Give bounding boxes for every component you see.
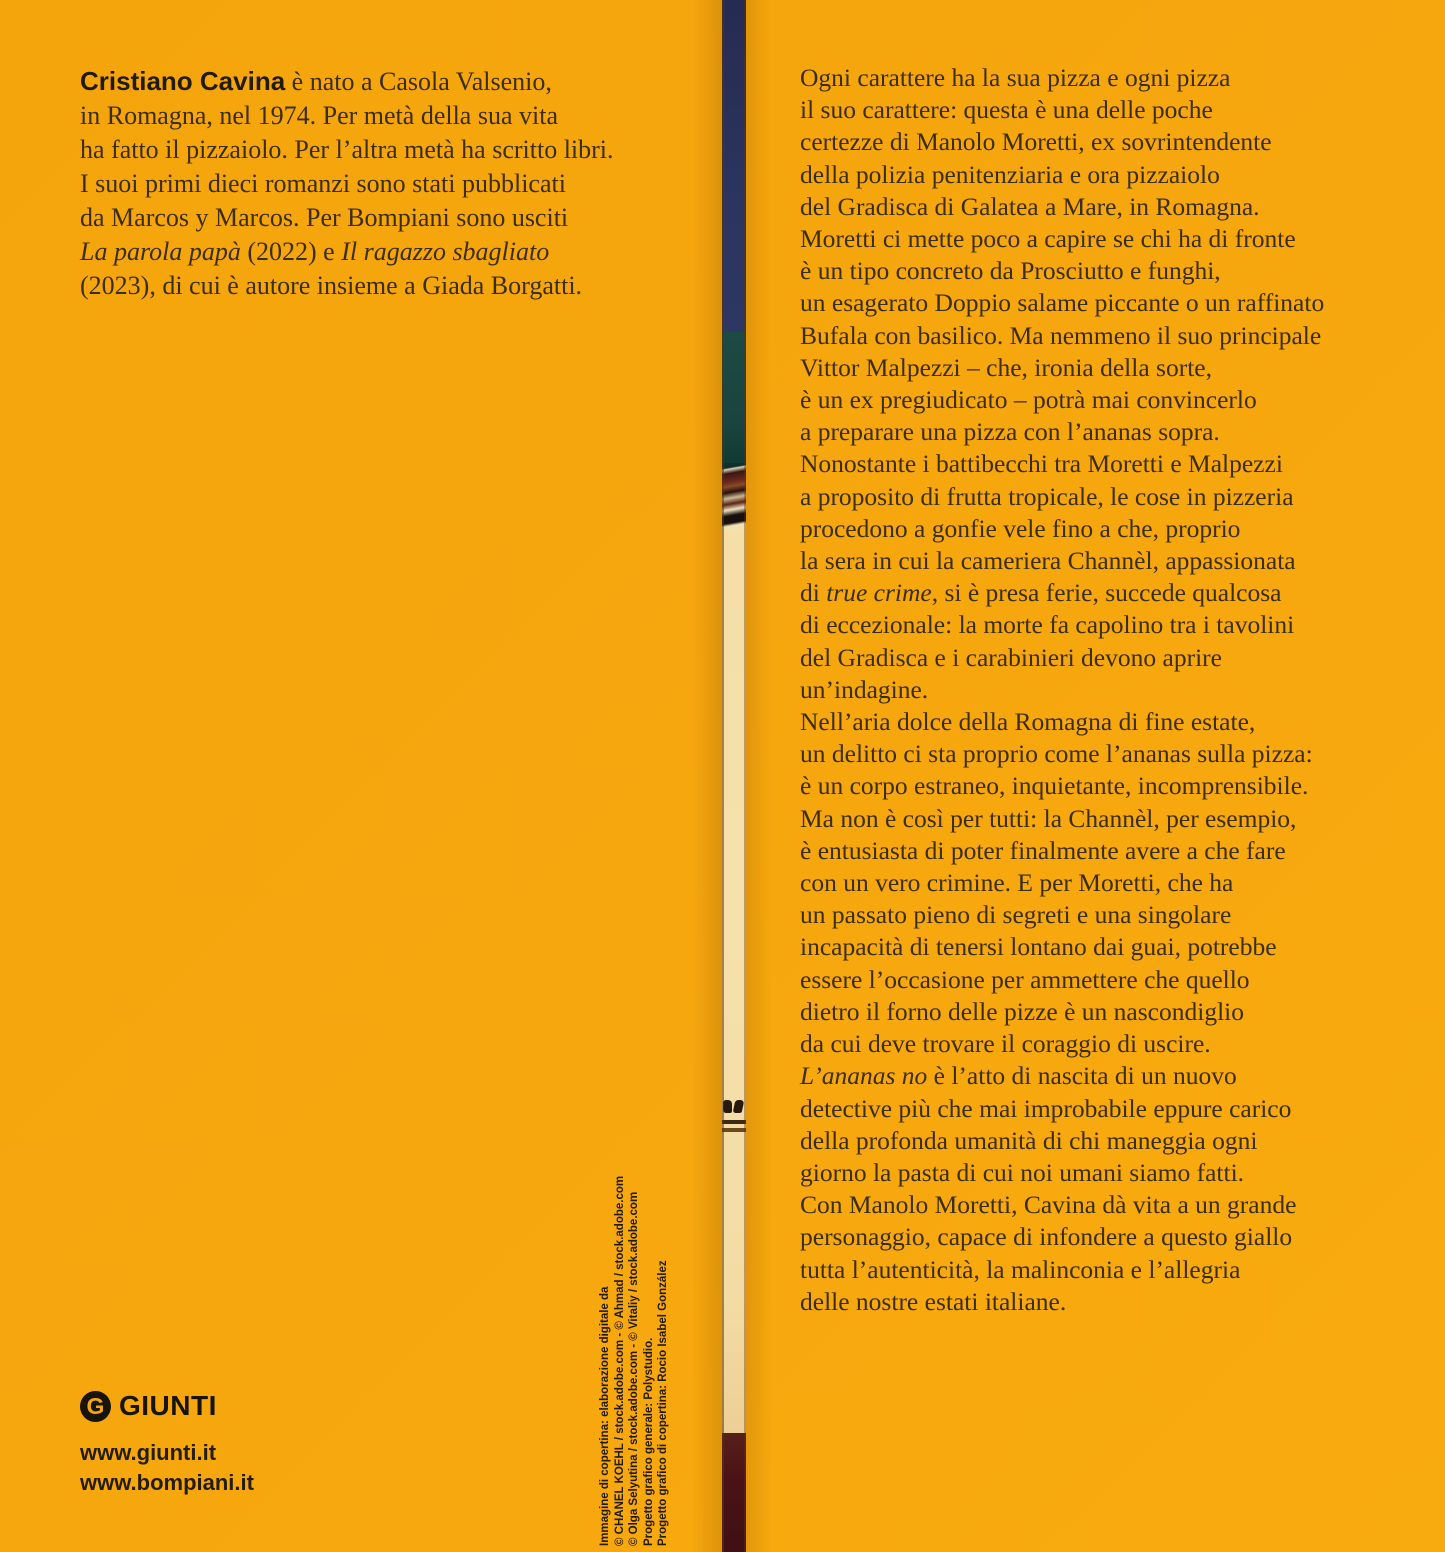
text-line: certezze di Manolo Moretti, ex sovrintendente <box>800 127 1272 157</box>
text-line: è entusiasta di poter finalmente avere a che fare <box>800 835 1286 865</box>
text-line: il suo carattere: questa è una delle poche <box>800 95 1213 125</box>
text-line: © CHANEL KOEHL / stock.adobe.com - © Ahmad / stock.adobe.com <box>613 1175 626 1546</box>
text-line: del Gradisca di Galatea a Mare, in Romagna. <box>800 191 1260 221</box>
text-line: Con Manolo Moretti, Cavina dà vita a un grande <box>800 1190 1297 1220</box>
text-line: è un ex pregiudicato – potrà mai convincerlo <box>800 385 1257 415</box>
text-line: della profonda umanità di chi maneggia ogni <box>800 1125 1258 1155</box>
book-synopsis <box>800 62 1430 1318</box>
text-line: ha fatto il pizzaiolo. Per l’altra metà ha scritto libri. <box>80 135 614 164</box>
text-line: da cui deve trovare il coraggio di uscire. <box>800 1029 1211 1059</box>
giunti-logo <box>80 1390 254 1422</box>
text-line: Nell’aria dolce della Romagna di fine estate, <box>800 707 1256 737</box>
text-line: in Romagna, nel 1974. Per metà della sua vita <box>80 101 558 130</box>
text-line: L’ananas no è l’atto di nascita di un nuovo <box>800 1061 1237 1091</box>
text-line: Immagine di copertina: elaborazione digitale da <box>599 1286 611 1546</box>
text-line: www.bompiani.it <box>80 1470 254 1495</box>
text-line: di true crime, si è presa ferie, succede qualcosa <box>800 578 1282 608</box>
text-line: www.giunti.it <box>80 1440 217 1465</box>
giunti-g-icon: G <box>80 1391 111 1422</box>
text-line: della polizia penitenziaria e ora pizzaiolo <box>800 159 1220 189</box>
text-line: dietro il forno delle pizze è un nascondiglio <box>800 996 1244 1026</box>
fold-shadow-left <box>692 0 722 1552</box>
text-line: I suoi primi dieci romanzi sono stati pubblicati <box>80 169 566 198</box>
text-line: detective più che mai improbabile eppure carico <box>800 1093 1292 1123</box>
text-line: Progetto grafico di copertina: Rocio Isabel González <box>657 1260 669 1546</box>
text-line: del Gradisca e i carabinieri devono aprire <box>800 642 1222 672</box>
text-line: un delitto ci sta proprio come l’ananas sulla pizza: <box>800 739 1313 769</box>
text-line: è un tipo concreto da Prosciutto e funghi, <box>800 256 1221 286</box>
author-bio <box>80 64 700 303</box>
text-line: Moretti ci mette poco a capire se chi ha di fronte <box>800 224 1296 254</box>
text-line: incapacità di tenersi lontano dai guai, potrebbe <box>800 932 1277 962</box>
strip-fold-edges <box>722 0 746 1552</box>
text-line: (2023), di cui è autore insieme a Giada Borgatti. <box>80 271 583 300</box>
text-line: procedono a gonfie vele fino a che, proprio <box>800 513 1241 543</box>
text-line: la sera in cui la cameriera Channèl, appassionata <box>800 546 1296 576</box>
text-line: un passato pieno di segreti e una singolare <box>800 900 1232 930</box>
cover-fold-strip <box>722 0 746 1552</box>
text-line: © Olga Selyutina / stock.adobe.com - © Vitaliy / stock.adobe.com <box>628 1191 640 1546</box>
text-line: Cristiano Cavina è nato a Casola Valsenio, <box>80 66 552 96</box>
text-line: essere l’occasione per ammettere che quello <box>800 964 1250 994</box>
text-line: giorno la pasta di cui noi umani siamo fatti. <box>800 1157 1245 1187</box>
text-line: La parola papà (2022) e Il ragazzo sbagliato <box>80 237 550 266</box>
publisher-block <box>80 1390 254 1498</box>
text-line: è un corpo estraneo, inquietante, incomprensibile. <box>800 771 1309 801</box>
text-line: personaggio, capace di infondere a questo giallo <box>800 1222 1293 1252</box>
text-line: tutta l’autenticità, la malinconia e l’allegria <box>800 1254 1241 1284</box>
text-line: un’indagine. <box>800 674 929 704</box>
text-line: Vittor Malpezzi – che, ironia della sorte, <box>800 352 1212 382</box>
cover-credits <box>598 1112 688 1546</box>
text-line: Ogni carattere ha la sua pizza e ogni pizza <box>800 63 1231 92</box>
fold-shadow-right <box>746 0 772 1552</box>
text-line: a proposito di frutta tropicale, le cose in pizzeria <box>800 481 1294 511</box>
text-line: un esagerato Doppio salame piccante o un raffinato <box>800 288 1325 318</box>
credits-rotated-block <box>598 1112 688 1546</box>
text-line: di eccezionale: la morte fa capolino tra i tavolini <box>800 610 1295 640</box>
text-line: Bufala con basilico. Ma nemmeno il suo principale <box>800 320 1322 350</box>
text-line: Ma non è così per tutti: la Channèl, per esempio, <box>800 803 1297 833</box>
text-line: a preparare una pizza con l’ananas sopra. <box>800 417 1220 447</box>
text-line: Progetto grafico generale: Polystudio. <box>642 1337 655 1546</box>
text-line: con un vero crimine. E per Moretti, che ha <box>800 868 1234 898</box>
text-line: Nonostante i battibecchi tra Moretti e Malpezzi <box>800 449 1283 479</box>
publisher-urls <box>80 1438 254 1498</box>
giunti-logo-word: GIUNTI <box>119 1390 217 1421</box>
text-line: delle nostre estati italiane. <box>800 1286 1067 1316</box>
text-line: da Marcos y Marcos. Per Bompiani sono usciti <box>80 203 569 232</box>
